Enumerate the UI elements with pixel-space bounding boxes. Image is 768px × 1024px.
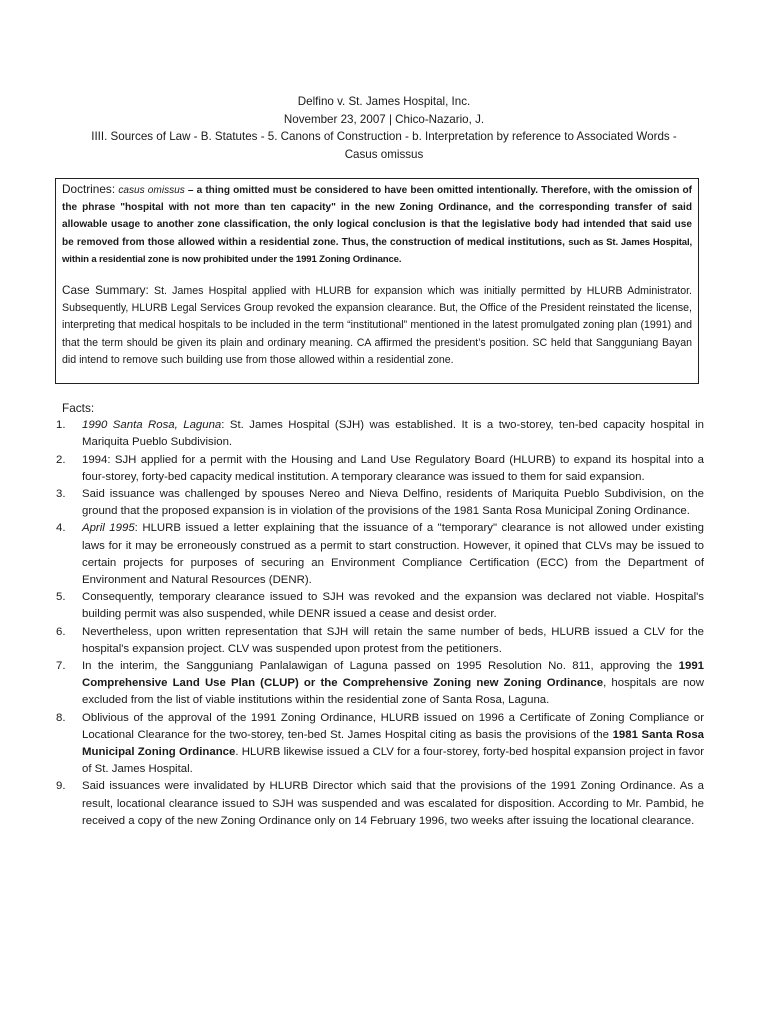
list-item — [56, 710, 704, 779]
list-number: 1. — [56, 419, 66, 432]
list-item — [56, 417, 704, 451]
fact-text: Oblivious of the approval of the 1991 Zoning Ordinance, HLURB issued on 1996 a Certificate of Zoning Compliance or Locational Clearance for the two-storey, ten-bed St. James Hospital citing as basis the provisions of the — [82, 711, 704, 741]
fact-text-post: , hospitals are now excluded from the list of viable institutions within the residential zone of Santa Rosa, Laguna. — [82, 677, 704, 707]
facts-heading: Facts: — [62, 401, 95, 415]
case-summary-label: Case Summary: — [62, 283, 149, 298]
fact-text: Consequently, temporary clearance issued to SJH was revoked and the expansion was declared not viable. Hospital's building permit was also suspended, while DENR issued a cease and desist order. — [82, 591, 704, 621]
fact-bold: 1991 Comprehensive Land Use Plan (CLUP) or the Comprehensive Zoning new Zoning Ordinance — [82, 660, 704, 690]
case-title: Delfino v. St. James Hospital, Inc. — [297, 95, 471, 108]
fact-bold: 1981 Santa Rosa Municipal Zoning Ordinance — [82, 728, 704, 759]
list-number: 3. — [56, 488, 66, 501]
facts-list — [56, 417, 704, 830]
fact-text: Nevertheless, upon written representation that SJH will retain the same number of beds, HLURB issued a CLV for the hospital's expansion project. CLV was suspended upon protest from the petitioners. — [82, 625, 704, 655]
list-number: 4. — [56, 522, 66, 535]
list-number: 8. — [56, 711, 66, 724]
fact-emphasis: 1990 Santa Rosa, Laguna — [82, 419, 222, 432]
facts-section — [56, 400, 704, 830]
fact-text: In the interim, the Sangguniang Panlalawigan of Laguna passed on 1995 Resolution No. 811, approving the — [82, 660, 679, 673]
list-number: 9. — [56, 780, 66, 793]
case-topic-continued: Casus omissus — [344, 147, 424, 161]
case-summary-text: St. James Hospital applied with HLURB for expansion which was initially permitted by HLURB Administrator. Subsequently, HLURB Legal Services Group revoked the expansion clearance. But, the Office of the President reinstated the license, interpreting that medical hospitals to be included in the term “institutional” mentioned in the latest promulgated zoning plan (1991) and that the term should be given its plain and ordinary meaning. CA affirmed the president’s position. SC held that Sangguniang Bayan did intend to remove such building use from those allowed within a residential zone. — [62, 285, 692, 366]
fact-text: : St. James Hospital (SJH) was established. It is a two-storey, ten-bed capacity hospital in Mariquita Pueblo Subdivision. — [82, 419, 704, 449]
list-item — [56, 520, 704, 589]
list-item — [56, 778, 704, 830]
fact-text: Said issuances were invalidated by HLURB Director which said that the provisions of the 1991 Zoning Ordinance. As a result, locational clearance issued to SJH was suspended and was escalated for disposition. According to Mr. Pambid, he received a copy of the new Zoning Ordinance only on 14 February 1996, two weeks after issuing the locational clearance. — [82, 780, 704, 827]
list-item — [56, 624, 704, 658]
list-item — [56, 486, 704, 520]
fact-text-post: . HLURB likewise issued a CLV for a four-storey, forty-bed hospital expansion project in favor of St. James Hospital. — [82, 746, 704, 776]
doctrine-text-last: such as St. James Hospital, within a residential zone is now prohibited under the 1991 Zoning Ordinance. — [62, 236, 692, 265]
list-item — [56, 589, 704, 623]
doctrines-label: Doctrines: — [62, 182, 116, 196]
fact-text: : HLURB issued a letter explaining that the issuance of a "temporary" clearance is not allowed under existing laws for it may be erroneously construed as a permit to start construction. However, it opined that CLVs may be issued to certain projects for purposes of securing an Environment Compliance Certification (ECC) from the Department of Environment and Natural Resources (DENR). — [82, 522, 704, 587]
doctrine-summary-box — [55, 178, 699, 384]
case-topic: IIII. Sources of Law - B. Statutes - 5. Canons of Construction - b. Interpretation by reference to Associated Words - — [91, 130, 677, 143]
list-number: 7. — [56, 660, 66, 673]
doctrines-paragraph — [62, 181, 692, 268]
list-number: 6. — [56, 625, 66, 638]
case-header — [56, 93, 712, 163]
list-number: 2. — [56, 453, 66, 466]
fact-emphasis: April 1995 — [82, 522, 135, 535]
case-summary-paragraph — [62, 282, 692, 369]
fact-text: 1994: SJH applied for a permit with the Housing and Land Use Regulatory Board (HLURB) to expand its hospital into a four-storey, forty-bed capacity medical institution. A temporary clearance was issued to them for said expansion. — [82, 453, 704, 483]
list-number: 5. — [56, 591, 66, 604]
fact-text: Said issuance was challenged by spouses Nereo and Nieva Delfino, residents of Mariquita Pueblo Subdivision, on the ground that the proposed expansion is in violation of the provisions of the 1981 Santa Rosa Municipal Zoning Ordinance. — [82, 488, 704, 518]
list-item — [56, 452, 704, 486]
doctrine-text: – a thing omitted must be considered to have been omitted intentionally. Therefore, with the omission of the phrase "hospital with not more than ten capacity" in the new Zoning Ordinance, and the corresponding transfer of said allowable usage to another zone classification, the only logical conclusion is that the legislative body had intended that said use be removed from those allowed within a residential zone. Thus, the construction of medical institutions, — [62, 185, 692, 248]
case-date-ponente: November 23, 2007 | Chico-Nazario, J. — [283, 112, 485, 126]
doctrine-term: casus omissus — [118, 185, 185, 196]
list-item — [56, 658, 704, 710]
